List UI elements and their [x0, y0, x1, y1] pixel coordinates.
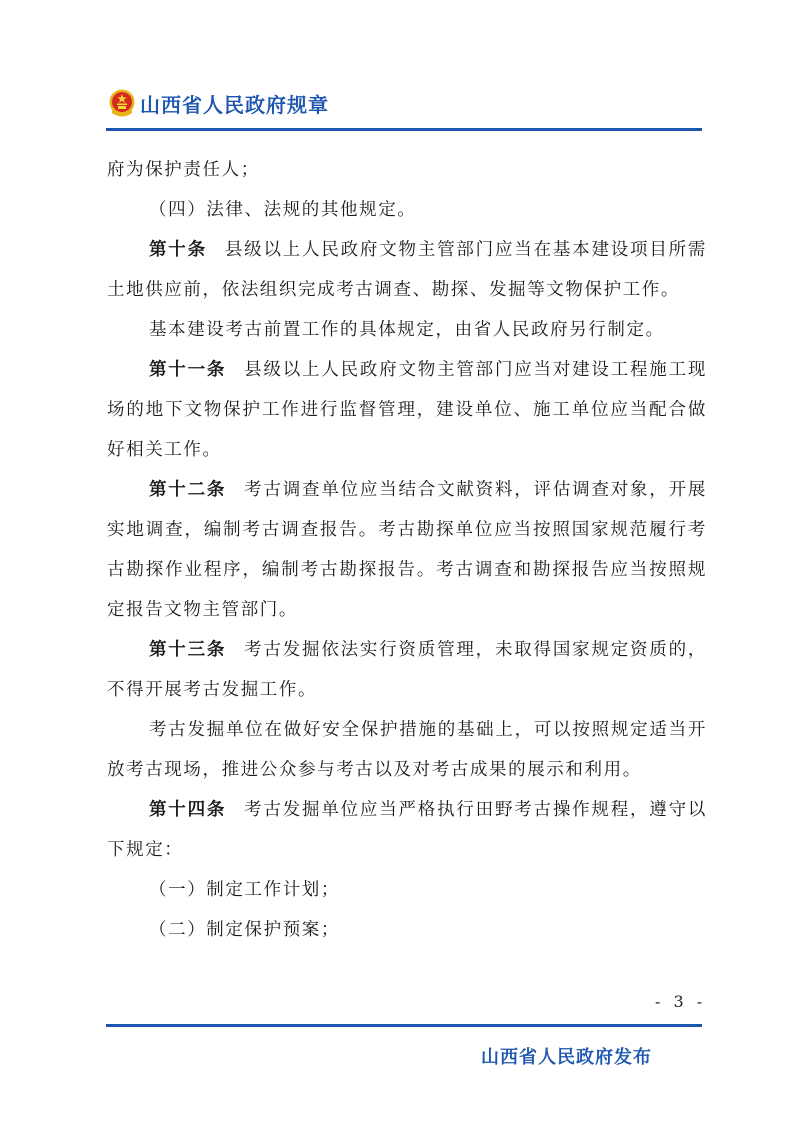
article-number: 第十条 [149, 240, 207, 260]
paragraph-text: 考古发掘单位在做好安全保护措施的基础上，可以按照规定适当开放考古现场，推进公众参与考古以及对考古成果的展示和利用。 [107, 720, 707, 780]
article-number: 第十二条 [149, 480, 227, 500]
paragraph-text: （二）制定保护预案； [149, 920, 340, 940]
header-title: 山西省人民政府规章 [140, 92, 329, 117]
paragraph-text: 考古发掘依法实行资质管理，未取得国家规定资质的，不得开展考古发掘工作。 [107, 640, 707, 700]
article-paragraph [107, 470, 707, 630]
paragraph [107, 150, 707, 190]
paragraph-text: 考古调查单位应当结合文献资料，评估调查对象，开展实地调查，编制考古调查报告。考古勘探单位应当按照国家规范履行考古勘探作业程序，编制考古勘探报告。考古调查和勘探报告应当按照规定报告文物主管部门。 [107, 480, 707, 620]
footer-publisher: 山西省人民政府发布 [481, 1047, 652, 1068]
article-paragraph [107, 230, 707, 310]
paragraph-text: （一）制定工作计划； [149, 880, 340, 900]
paragraph [107, 190, 707, 230]
paragraph-text: （四）法律、法规的其他规定。 [149, 200, 417, 220]
paragraph [107, 310, 707, 350]
paragraph [107, 910, 707, 950]
national-emblem-icon [108, 88, 136, 118]
paragraph-text: 县级以上人民政府文物主管部门应当对建设工程施工现场的地下文物保护工作进行监督管理，建设单位、施工单位应当配合做好相关工作。 [107, 360, 707, 460]
paragraph-text: 基本建设考古前置工作的具体规定，由省人民政府另行制定。 [149, 320, 665, 340]
article-paragraph [107, 630, 707, 710]
article-paragraph [107, 790, 707, 870]
paragraph-text: 府为保护责任人； [107, 160, 260, 180]
paragraph [107, 710, 707, 790]
header-rule [106, 128, 702, 131]
page-number: - 3 - [655, 992, 707, 1011]
document-body [107, 150, 707, 950]
article-paragraph [107, 350, 707, 470]
article-number: 第十一条 [149, 360, 227, 380]
paragraph-text: 县级以上人民政府文物主管部门应当在基本建设项目所需土地供应前，依法组织完成考古调查、勘探、发掘等文物保护工作。 [107, 240, 707, 300]
document-header [108, 86, 329, 120]
paragraph-text: 考古发掘单位应当严格执行田野考古操作规程，遵守以下规定： [107, 800, 707, 860]
article-number: 第十四条 [149, 800, 227, 820]
footer-rule [106, 1024, 702, 1027]
article-number: 第十三条 [149, 640, 227, 660]
paragraph [107, 870, 707, 910]
